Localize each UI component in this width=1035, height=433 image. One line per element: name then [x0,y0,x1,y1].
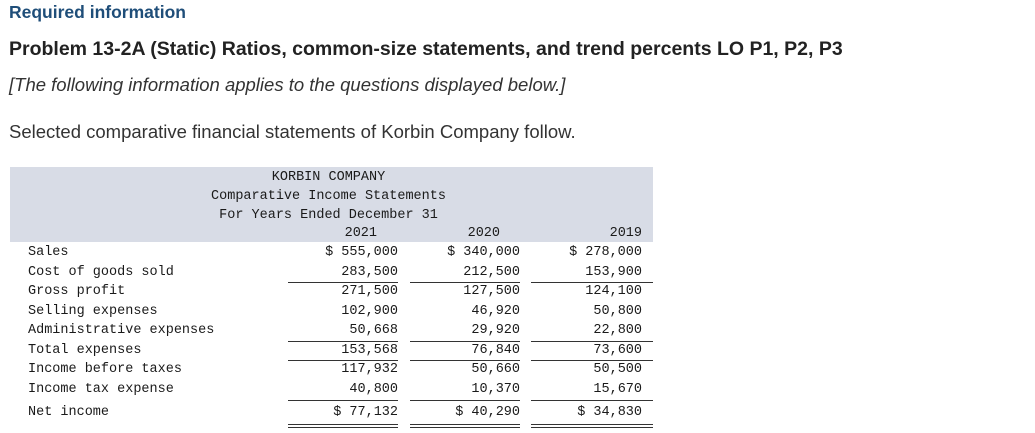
statement-name: Comparative Income Statements [211,189,446,204]
cell-2021: 40,800 [349,381,398,397]
income-statement-table [10,167,653,431]
cell-2019: 22,800 [593,323,642,338]
required-information-heading: Required information [9,2,186,22]
subtotal-rule [288,360,398,361]
problem-title: Problem 13-2A (Static) Ratios, common-size statements, and trend percents LO P1, P2, P3 [9,38,843,60]
double-rule [531,427,653,428]
cell-2019: $ 34,830 [577,405,642,420]
subtotal-rule [531,400,653,401]
row-income-tax-expense [10,382,653,402]
cell-2019: $ 278,000 [569,245,642,260]
cell-2019: 15,670 [593,381,642,397]
cell-2020: 76,840 [471,343,520,358]
cell-2020: 10,370 [471,381,520,397]
subtotal-rule [531,360,653,361]
row-income-before-taxes [10,362,653,382]
cell-2021: 117,932 [341,362,398,377]
subtotal-rule [410,282,520,283]
subtotal-rule [410,341,520,342]
row-net-income [10,405,653,425]
cell-2019: 73,600 [593,343,642,358]
double-rule [410,424,520,425]
cell-2021: 153,568 [341,343,398,358]
row-administrative-expenses [10,323,653,343]
row-label: Income before taxes [28,362,182,377]
cell-2020: 50,660 [471,362,520,377]
row-sales [10,245,653,265]
subtotal-rule [288,341,398,342]
cell-2021: $ 77,132 [333,405,398,420]
row-selling-expenses [10,304,653,324]
company-name: KORBIN COMPANY [271,170,386,185]
cell-2021: 283,500 [341,264,398,280]
cell-2021: 102,900 [341,303,398,319]
double-rule [531,424,653,425]
double-rule [288,424,398,425]
subtotal-rule [410,360,520,361]
cell-2021: 271,500 [341,284,398,299]
cell-2020: $ 340,000 [447,245,520,260]
double-rule [288,427,398,428]
statement-period: For Years Ended December 31 [219,208,438,223]
cell-2020: 46,920 [471,303,520,319]
cell-2020: $ 40,290 [455,405,520,420]
statement-header [10,167,653,242]
intro-text: Selected comparative financial statements of Korbin Company follow. [9,121,576,142]
cell-2020: 127,500 [463,284,520,299]
cell-2019: 50,500 [593,362,642,377]
cell-2021: 50,668 [349,323,398,338]
year-header-2019: 2019 [609,226,642,241]
subtotal-rule [288,400,398,401]
double-rule [410,427,520,428]
year-header-2021: 2021 [344,226,377,241]
row-label: Total expenses [28,343,142,358]
row-label: Income tax expense [28,381,174,397]
cell-2021: $ 555,000 [325,245,398,260]
subtotal-rule [531,282,653,283]
cell-2019: 50,800 [593,303,642,319]
cell-2020: 29,920 [471,323,520,338]
row-label: Cost of goods sold [28,264,174,280]
subtotal-rule [531,341,653,342]
row-label: Selling expenses [28,303,158,319]
instruction-note: [The following information applies to the questions displayed below.] [9,74,566,95]
row-label: Administrative expenses [28,323,215,338]
cell-2019: 124,100 [585,284,642,299]
year-header-2020: 2020 [467,226,500,241]
row-label: Sales [28,245,69,260]
cell-2020: 212,500 [463,264,520,280]
subtotal-rule [410,400,520,401]
row-label: Gross profit [28,284,126,299]
subtotal-rule [288,282,398,283]
row-gross-profit [10,284,653,304]
cell-2019: 153,900 [585,264,642,280]
row-label: Net income [28,405,110,420]
